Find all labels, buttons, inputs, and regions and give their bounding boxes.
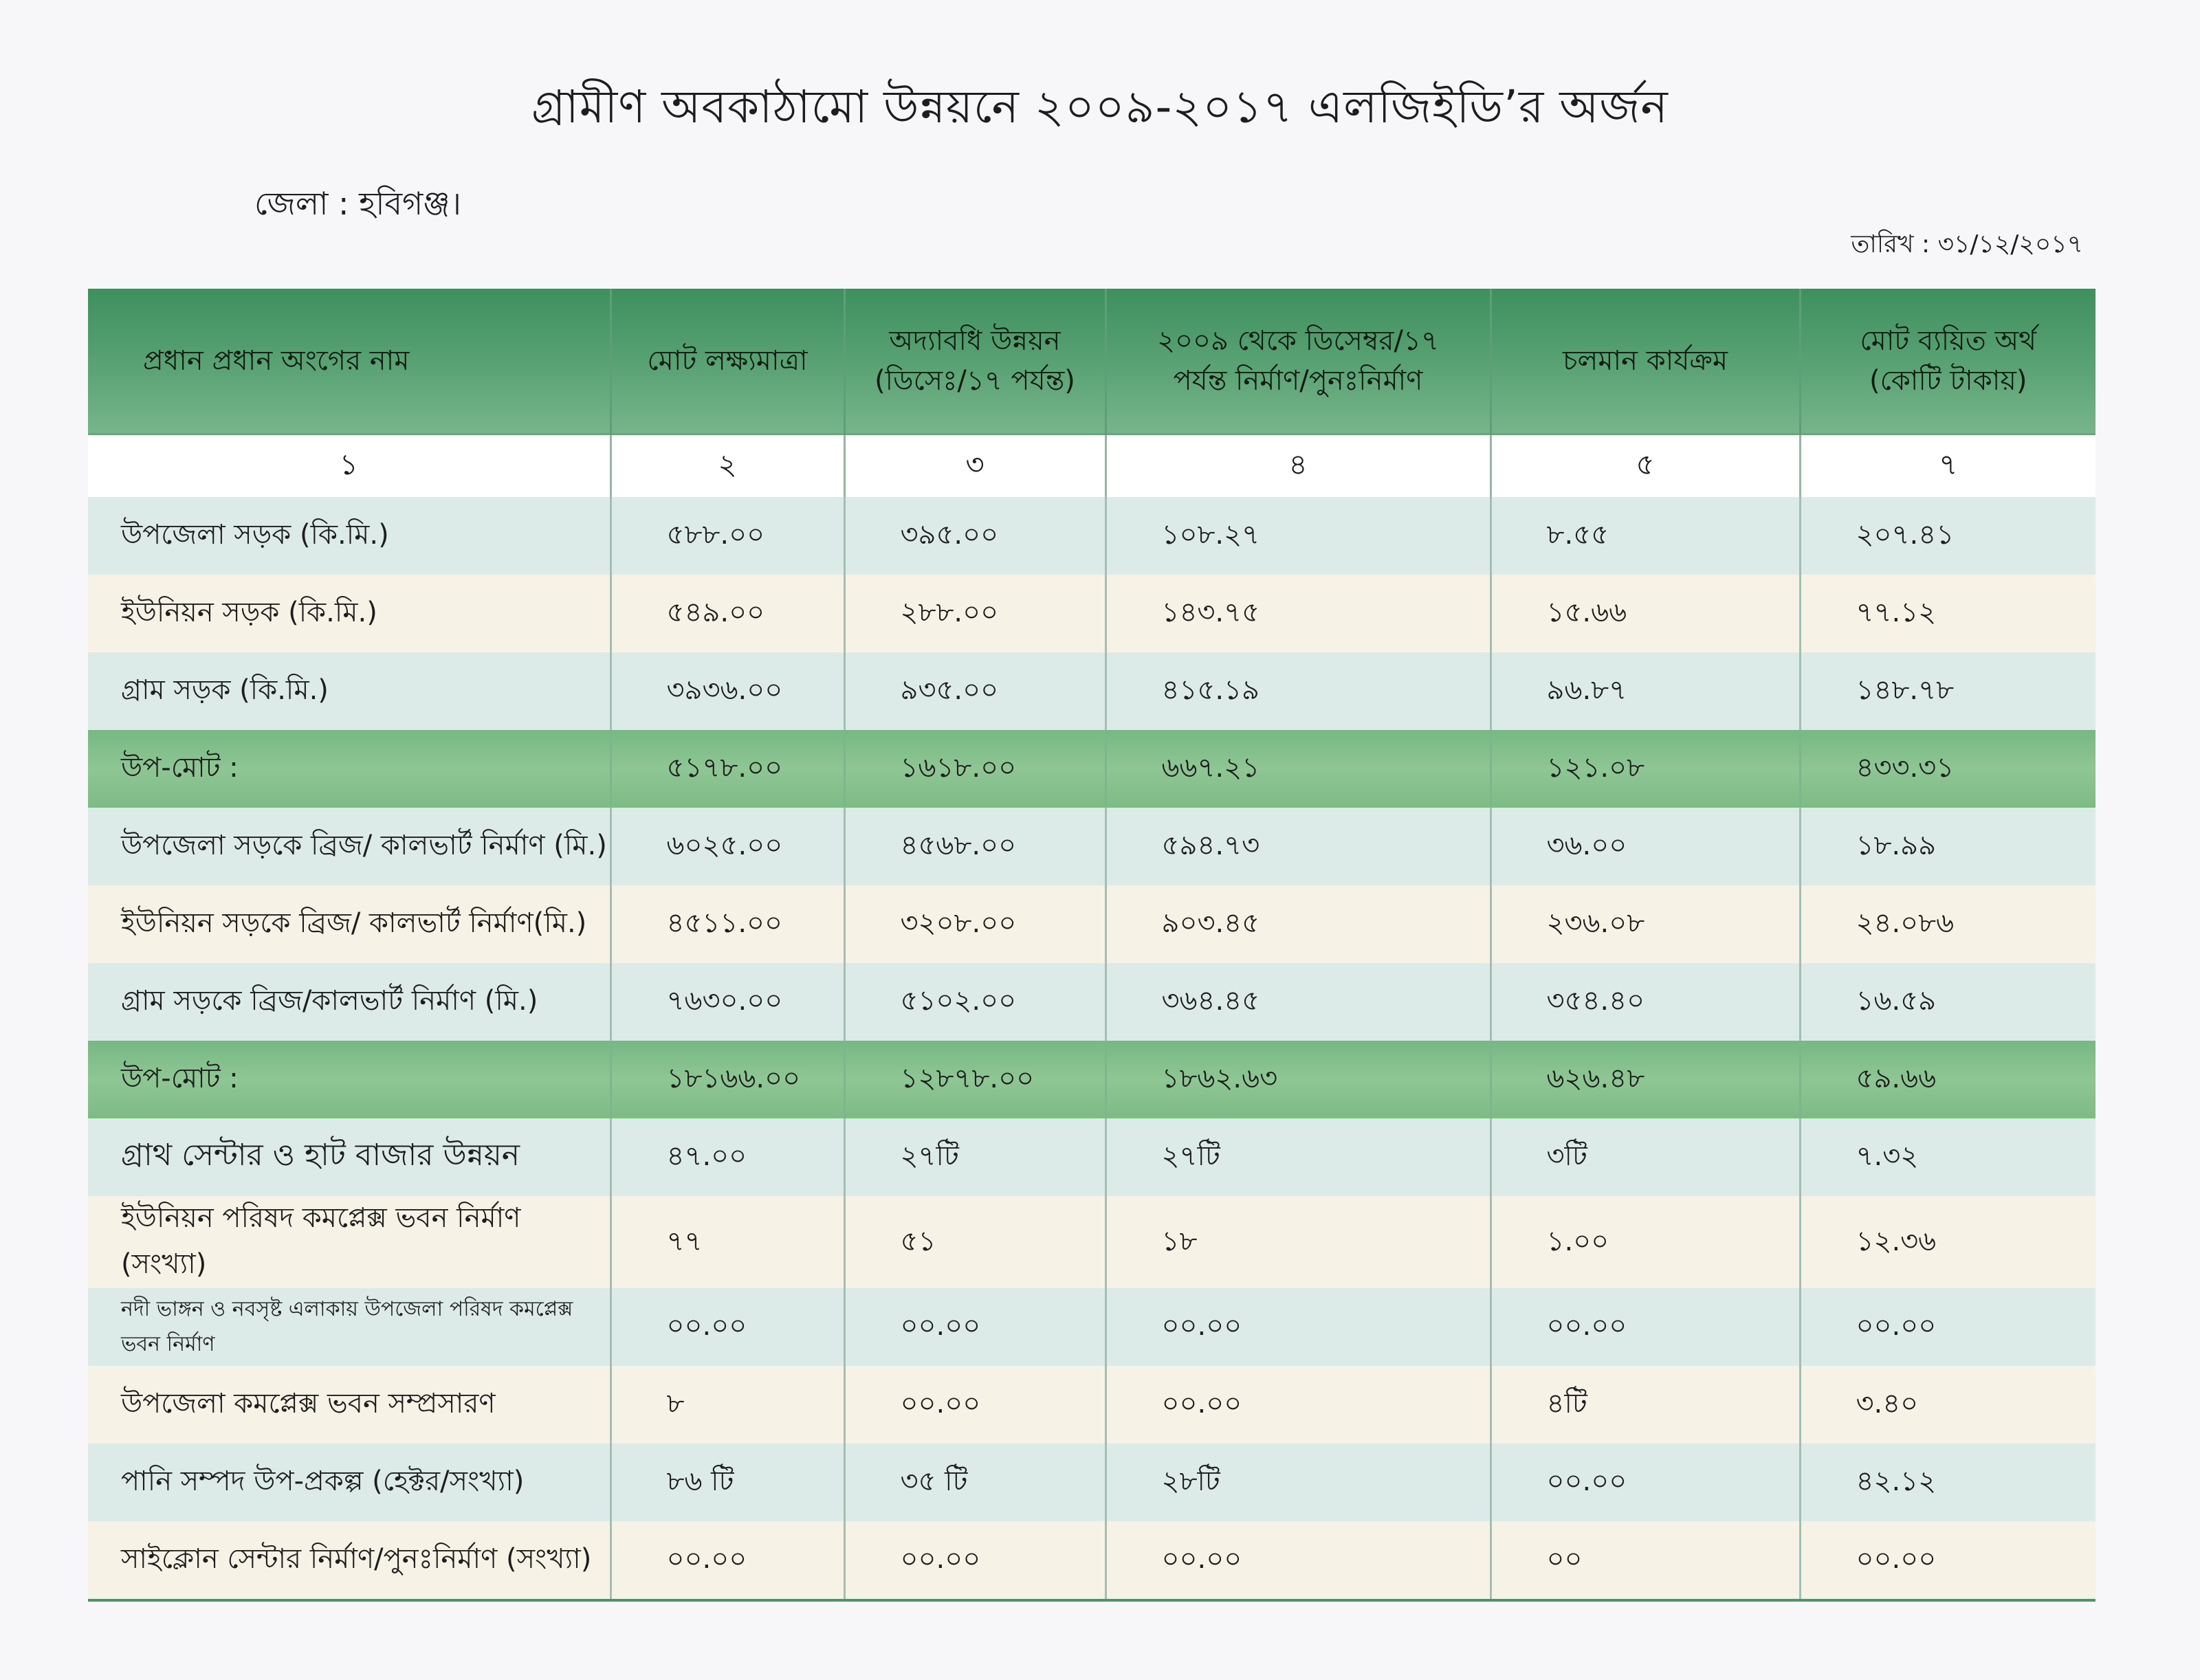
cell-cost: ১৮.৯৯ (1800, 808, 2096, 885)
cell-cost: ৭.৩২ (1800, 1118, 2096, 1196)
row-name: উপ-মোট : (88, 730, 610, 808)
cell-cost: ৪৩৩.৩১ (1800, 730, 2096, 808)
cell-ongoing: ১৫.৬৬ (1490, 575, 1800, 652)
cell-built: ০০.০০ (1106, 1288, 1490, 1366)
cell-cost: ৫৯.৬৬ (1800, 1041, 2096, 1118)
cell-ongoing: ৩৬.০০ (1490, 808, 1800, 885)
table-row (88, 885, 2096, 963)
column-number: ২ (610, 434, 844, 498)
table-bottom-line (88, 1599, 2096, 1602)
row-name: ইউনিয়ন সড়ক (কি.মি.) (88, 575, 610, 652)
cell-target: ৫৮৮.০০ (610, 497, 844, 575)
table-row (88, 1444, 2096, 1521)
cell-target: ৩৯৩৬.০০ (610, 652, 844, 730)
cell-target: ৫৪৯.০০ (610, 575, 844, 652)
cell-cost: ১৬.৫৯ (1800, 963, 2096, 1041)
cell-ongoing: ৮.৫৫ (1490, 497, 1800, 575)
document-title: গ্রামীণ অবকাঠামো উন্নয়নে ২০০৯-২০১৭ এলজিইডি’র অর্জন (531, 80, 1669, 133)
header-total-spent: মোট ব্যয়িত অর্থ (কোটি টাকায়) (1800, 289, 2096, 434)
cell-progress: ১২৮৭৮.০০ (844, 1041, 1106, 1118)
cell-ongoing: ৩টি (1490, 1118, 1800, 1196)
cell-built: ৪১৫.১৯ (1106, 652, 1490, 730)
cell-target: ৭৬৩০.০০ (610, 963, 844, 1041)
table-header-row (88, 289, 2096, 434)
header-progress-to-date: অদ্যাবধি উন্নয়ন (ডিসেঃ/১৭ পর্যন্ত) (844, 289, 1106, 434)
subtotal-row (88, 1041, 2096, 1118)
cell-target: ০০.০০ (610, 1521, 844, 1599)
cell-cost: ০০.০০ (1800, 1288, 2096, 1366)
cell-built: ০০.০০ (1106, 1366, 1490, 1444)
cell-cost: ১৪৮.৭৮ (1800, 652, 2096, 730)
achievement-table (88, 289, 2096, 1602)
cell-progress: ৪৫৬৮.০০ (844, 808, 1106, 885)
date-label: তারিখ : ৩১/১২/২০১৭ (1851, 230, 2083, 258)
cell-ongoing: ১২১.০৮ (1490, 730, 1800, 808)
table-row (88, 963, 2096, 1041)
header-component-name: প্রধান প্রধান অংগের নাম (88, 289, 610, 434)
cell-built: ৯০৩.৪৫ (1106, 885, 1490, 963)
cell-built: ১০৮.২৭ (1106, 497, 1490, 575)
cell-target: ১৮১৬৬.০০ (610, 1041, 844, 1118)
table-row (88, 1521, 2096, 1599)
cell-ongoing: ৯৬.৮৭ (1490, 652, 1800, 730)
row-name: নদী ভাঙ্গন ও নবসৃষ্ট এলাকায় উপজেলা পরিষদ কমপ্লেক্স ভবন নির্মাণ (88, 1288, 610, 1366)
cell-target: ৮ (610, 1366, 844, 1444)
cell-target: ৪৫১১.০০ (610, 885, 844, 963)
column-number: ৩ (844, 434, 1106, 498)
table-row (88, 575, 2096, 652)
cell-target: ৬০২৫.০০ (610, 808, 844, 885)
row-name: গ্রাম সড়ক (কি.মি.) (88, 652, 610, 730)
cell-target: ৫১৭৮.০০ (610, 730, 844, 808)
cell-ongoing: ০০.০০ (1490, 1444, 1800, 1521)
cell-target: ৮৬ টি (610, 1444, 844, 1521)
cell-cost: ৪২.১২ (1800, 1444, 2096, 1521)
cell-cost: ১২.৩৬ (1800, 1196, 2096, 1288)
cell-target: ০০.০০ (610, 1288, 844, 1366)
cell-cost: ৭৭.১২ (1800, 575, 2096, 652)
cell-ongoing: ০০ (1490, 1521, 1800, 1599)
cell-progress: ০০.০০ (844, 1288, 1106, 1366)
header-built-2009-2017: ২০০৯ থেকে ডিসেম্বর/১৭ পর্যন্ত নির্মাণ/পুনঃনির্মাণ (1106, 289, 1490, 434)
column-number-row (88, 434, 2096, 498)
cell-progress: ১৬১৮.০০ (844, 730, 1106, 808)
cell-built: ১৮ (1106, 1196, 1490, 1288)
cell-ongoing: ২৩৬.০৮ (1490, 885, 1800, 963)
cell-progress: ০০.০০ (844, 1366, 1106, 1444)
row-name: উপজেলা সড়ক (কি.মি.) (88, 497, 610, 575)
table-row (88, 1118, 2096, 1196)
cell-built: ২৭টি (1106, 1118, 1490, 1196)
column-number: ১ (88, 434, 610, 498)
row-name: গ্রাম সড়কে ব্রিজ/কালভার্ট নির্মাণ (মি.) (88, 963, 610, 1041)
table-row (88, 497, 2096, 575)
cell-ongoing: ৬২৬.৪৮ (1490, 1041, 1800, 1118)
cell-built: ১৮৬২.৬৩ (1106, 1041, 1490, 1118)
cell-target: ৪৭.০০ (610, 1118, 844, 1196)
row-name: উপ-মোট : (88, 1041, 610, 1118)
cell-progress: ২৭টি (844, 1118, 1106, 1196)
cell-progress: ৩৯৫.০০ (844, 497, 1106, 575)
cell-progress: ৩২০৮.০০ (844, 885, 1106, 963)
cell-progress: ৩৫ টি (844, 1444, 1106, 1521)
cell-ongoing: ৩৫৪.৪০ (1490, 963, 1800, 1041)
subtotal-row (88, 730, 2096, 808)
table-row (88, 1196, 2096, 1288)
header-ongoing-work: চলমান কার্যক্রম (1490, 289, 1800, 434)
cell-progress: ৫১ (844, 1196, 1106, 1288)
cell-cost: ৩.৪০ (1800, 1366, 2096, 1444)
cell-progress: ২৮৮.০০ (844, 575, 1106, 652)
cell-cost: ২০৭.৪১ (1800, 497, 2096, 575)
cell-cost: ০০.০০ (1800, 1521, 2096, 1599)
row-name: উপজেলা সড়কে ব্রিজ/ কালভার্ট নির্মাণ (মি.) (88, 808, 610, 885)
cell-progress: ০০.০০ (844, 1521, 1106, 1599)
table-bottom-rule (88, 1599, 2096, 1602)
column-number: ৫ (1490, 434, 1800, 498)
cell-ongoing: ১.০০ (1490, 1196, 1800, 1288)
cell-built: ০০.০০ (1106, 1521, 1490, 1599)
row-name: উপজেলা কমপ্লেক্স ভবন সম্প্রসারণ (88, 1366, 610, 1444)
table-row (88, 652, 2096, 730)
cell-built: ৫৯৪.৭৩ (1106, 808, 1490, 885)
cell-ongoing: ০০.০০ (1490, 1288, 1800, 1366)
row-name: গ্রাথ সেন্টার ও হাট বাজার উন্নয়ন (88, 1118, 610, 1196)
cell-progress: ৯৩৫.০০ (844, 652, 1106, 730)
cell-ongoing: ৪টি (1490, 1366, 1800, 1444)
cell-built: ১৪৩.৭৫ (1106, 575, 1490, 652)
district-label: জেলা : হবিগঞ্জ। (254, 185, 462, 222)
column-number: ৭ (1800, 434, 2096, 498)
cell-progress: ৫১০২.০০ (844, 963, 1106, 1041)
cell-built: ২৮টি (1106, 1444, 1490, 1521)
row-name: ইউনিয়ন সড়কে ব্রিজ/ কালভার্ট নির্মাণ(মি.) (88, 885, 610, 963)
row-name: সাইক্লোন সেন্টার নির্মাণ/পুনঃনির্মাণ (সংখ্যা) (88, 1521, 610, 1599)
cell-cost: ২৪.০৮৬ (1800, 885, 2096, 963)
table-row (88, 1366, 2096, 1444)
row-name: পানি সম্পদ উপ-প্রকল্প (হেক্টর/সংখ্যা) (88, 1444, 610, 1521)
cell-built: ৩৬৪.৪৫ (1106, 963, 1490, 1041)
table-row (88, 808, 2096, 885)
header-total-target: মোট লক্ষ্যমাত্রা (610, 289, 844, 434)
table-row (88, 1288, 2096, 1366)
cell-built: ৬৬৭.২১ (1106, 730, 1490, 808)
column-number: ৪ (1106, 434, 1490, 498)
cell-target: ৭৭ (610, 1196, 844, 1288)
row-name: ইউনিয়ন পরিষদ কমপ্লেক্স ভবন নির্মাণ (সংখ্যা) (88, 1196, 610, 1288)
